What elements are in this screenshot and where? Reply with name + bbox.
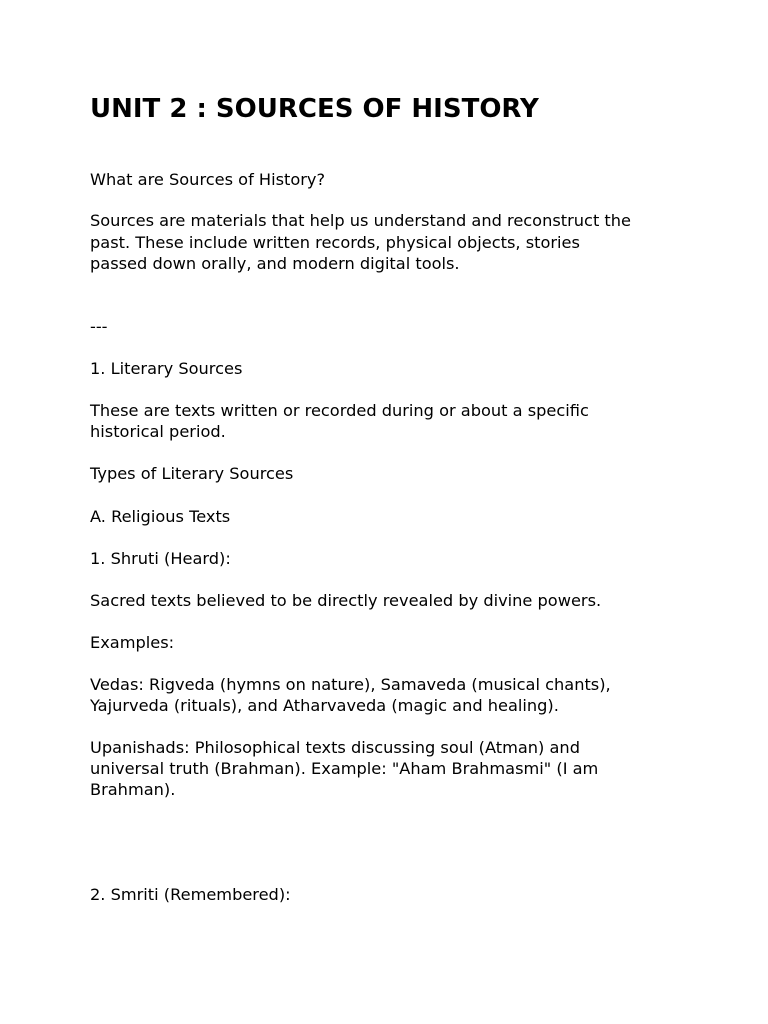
- shruti-heading: 1. Shruti (Heard):: [90, 549, 231, 568]
- section-heading-literary-sources: 1. Literary Sources: [90, 359, 243, 378]
- intro-line-3: passed down orally, and modern digital tools.: [90, 254, 460, 273]
- upanishads-line-1: Upanishads: Philosophical texts discussing soul (Atman) and: [90, 738, 580, 757]
- question-heading: What are Sources of History?: [90, 170, 326, 189]
- vedas-line-1: Vedas: Rigveda (hymns on nature), Samaveda (musical chants),: [90, 675, 611, 694]
- vedas-line-2: Yajurveda (rituals), and Atharvaveda (magic and healing).: [90, 696, 559, 715]
- intro-line-1: Sources are materials that help us understand and reconstruct the: [90, 211, 631, 230]
- section-description-line-2: historical period.: [90, 422, 226, 441]
- page-title: UNIT 2 : SOURCES OF HISTORY: [90, 94, 539, 124]
- upanishads-line-3: Brahman).: [90, 780, 176, 799]
- section-description-line-1: These are texts written or recorded during or about a specific: [90, 401, 589, 420]
- examples-label: Examples:: [90, 633, 175, 652]
- shruti-description: Sacred texts believed to be directly revealed by divine powers.: [90, 591, 602, 610]
- intro-line-2: past. These include written records, physical objects, stories: [90, 233, 580, 252]
- subsection-religious-texts: A. Religious Texts: [90, 507, 231, 526]
- types-heading: Types of Literary Sources: [90, 464, 294, 483]
- upanishads-line-2: universal truth (Brahman). Example: "Aham Brahmasmi" (I am: [90, 759, 599, 778]
- separator: ---: [90, 317, 108, 336]
- smriti-heading: 2. Smriti (Remembered):: [90, 885, 291, 904]
